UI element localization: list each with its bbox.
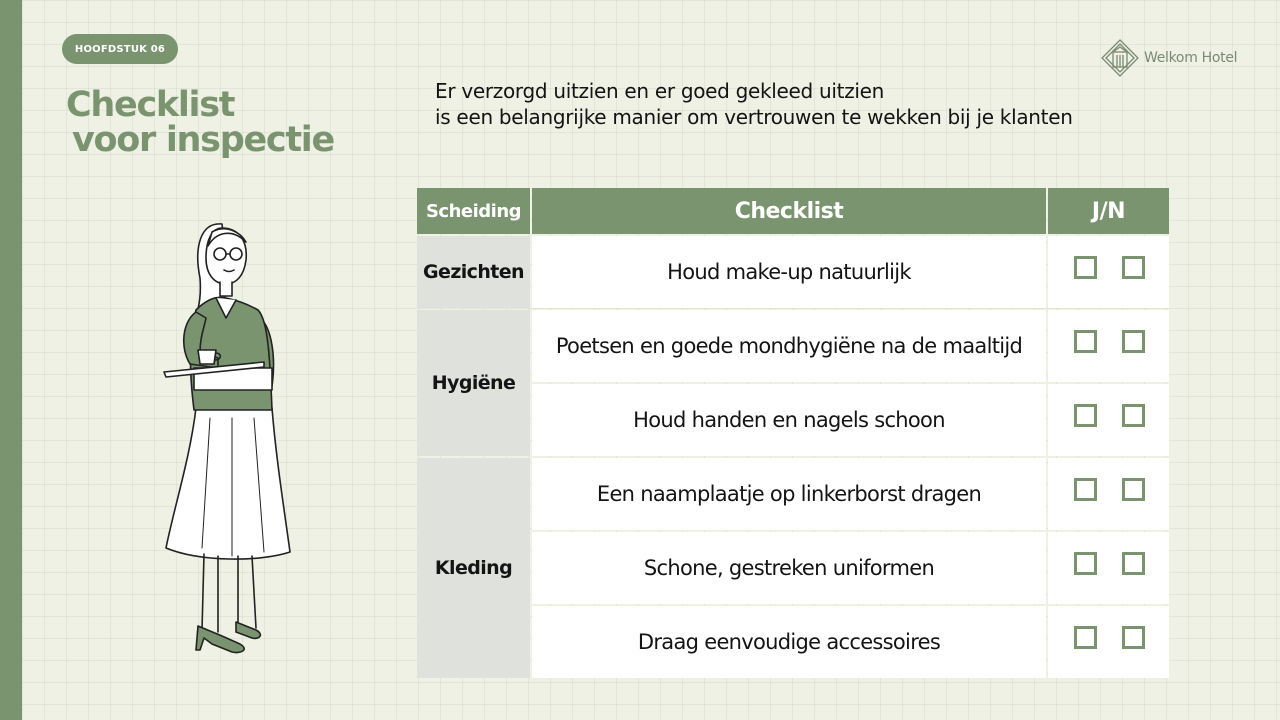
yn-cell	[1048, 458, 1169, 530]
yes-checkbox[interactable]	[1074, 404, 1097, 427]
waitress-illustration	[160, 218, 300, 668]
yn-cell	[1048, 532, 1169, 604]
no-checkbox[interactable]	[1122, 626, 1145, 649]
yes-checkbox[interactable]	[1074, 330, 1097, 353]
left-accent-bar	[0, 0, 22, 720]
no-checkbox[interactable]	[1122, 330, 1145, 353]
yes-checkbox[interactable]	[1074, 552, 1097, 575]
section-clothing: Kleding	[417, 458, 530, 678]
checklist-item: Houd handen en nagels schoon	[532, 384, 1046, 456]
intro-line-2: is een belangrijke manier om vertrouwen te wekken bij je klanten	[435, 105, 1073, 129]
header-section: Scheiding	[417, 188, 530, 234]
yes-checkbox[interactable]	[1074, 626, 1097, 649]
chapter-badge: HOOFDSTUK 06	[62, 34, 178, 64]
page-title	[66, 85, 334, 160]
checklist-item: Poetsen en goede mondhygiëne na de maaltijd	[532, 310, 1046, 382]
header-checklist: Checklist	[532, 188, 1046, 234]
yes-checkbox[interactable]	[1074, 478, 1097, 501]
section-faces: Gezichten	[417, 236, 530, 308]
intro-text	[435, 78, 1155, 130]
no-checkbox[interactable]	[1122, 256, 1145, 279]
checklist-item: Schone, gestreken uniformen	[532, 532, 1046, 604]
header-yn: J/N	[1048, 188, 1169, 234]
no-checkbox[interactable]	[1122, 478, 1145, 501]
checklist-item: Een naamplaatje op linkerborst dragen	[532, 458, 1046, 530]
inspection-checklist-table	[417, 188, 1169, 678]
checklist-item: Houd make-up natuurlijk	[532, 236, 1046, 308]
checklist-item: Draag eenvoudige accessoires	[532, 606, 1046, 678]
yn-cell	[1048, 236, 1169, 308]
no-checkbox[interactable]	[1122, 404, 1145, 427]
yn-cell	[1048, 606, 1169, 678]
intro-line-1: Er verzorgd uitzien en er goed gekleed uitzien	[435, 79, 885, 103]
no-checkbox[interactable]	[1122, 552, 1145, 575]
title-line-2: voor inspectie	[72, 120, 334, 160]
brand-name: Welkom Hotel	[1144, 50, 1238, 66]
yes-checkbox[interactable]	[1074, 256, 1097, 279]
title-line-1: Checklist	[66, 85, 235, 125]
section-hygiene: Hygiëne	[417, 310, 530, 456]
brand-logo	[1100, 38, 1237, 78]
yn-cell	[1048, 310, 1169, 382]
yn-cell	[1048, 384, 1169, 456]
hotel-building-icon	[1100, 38, 1140, 78]
